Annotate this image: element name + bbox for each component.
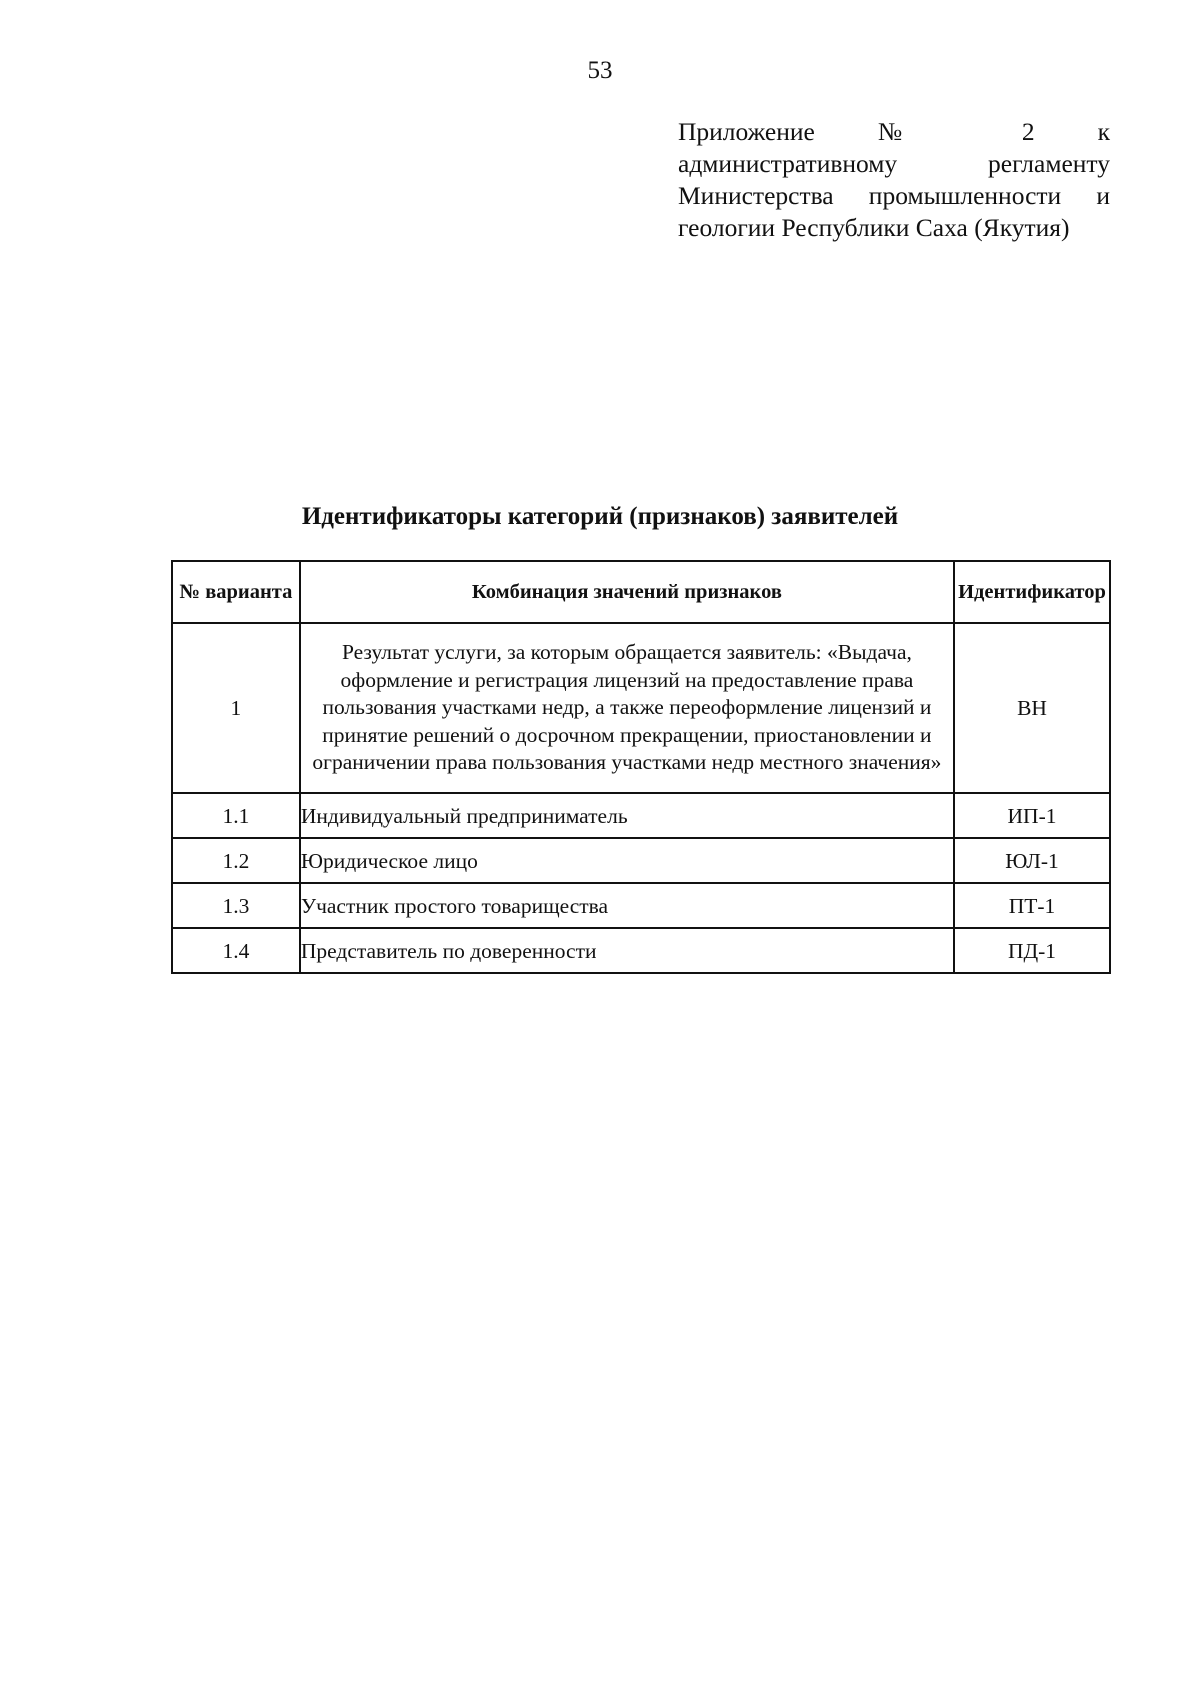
appendix-line: Министерства промышленности и <box>678 181 1110 210</box>
header-number: № варианта <box>172 561 300 623</box>
cell-number: 1.1 <box>172 793 300 838</box>
cell-combination: Результат услуги, за которым обращается заявитель: «Выдача, оформление и регистрация лицензий на предоставление права пользования участками недр, а также переоформление лицензий и принятие решений о досрочном прекращении, приостановлении и ограничении права пользования участками недр местного значения» <box>300 623 954 793</box>
table-row <box>172 838 1110 883</box>
document-title: Идентификаторы категорий (признаков) заявителей <box>301 503 899 530</box>
appendix-note <box>678 116 1110 244</box>
table-header-row <box>172 561 1110 623</box>
cell-combination: Участник простого товарищества <box>300 883 954 928</box>
cell-number: 1.3 <box>172 883 300 928</box>
cell-combination: Юридическое лицо <box>300 838 954 883</box>
cell-number: 1.2 <box>172 838 300 883</box>
appendix-line: геологии Республики Саха (Якутия) <box>678 213 1070 242</box>
cell-identifier: ИП-1 <box>954 793 1110 838</box>
cell-identifier: ПД-1 <box>954 928 1110 973</box>
cell-combination: Представитель по доверенности <box>300 928 954 973</box>
header-combination: Комбинация значений признаков <box>300 561 954 623</box>
table-row <box>172 623 1110 793</box>
table-row <box>172 928 1110 973</box>
appendix-line: Приложение № 2 к <box>678 117 1110 146</box>
table-row <box>172 883 1110 928</box>
cell-identifier: ЮЛ-1 <box>954 838 1110 883</box>
appendix-line: административному регламенту <box>678 149 1110 178</box>
cell-identifier: ПТ-1 <box>954 883 1110 928</box>
cell-combination: Индивидуальный предприниматель <box>300 793 954 838</box>
cell-number: 1 <box>172 623 300 793</box>
header-identifier: Идентификатор <box>954 561 1110 623</box>
table-row <box>172 793 1110 838</box>
identifiers-table <box>171 560 1111 974</box>
cell-number: 1.4 <box>172 928 300 973</box>
page-number: 53 <box>587 57 613 84</box>
cell-identifier: ВН <box>954 623 1110 793</box>
